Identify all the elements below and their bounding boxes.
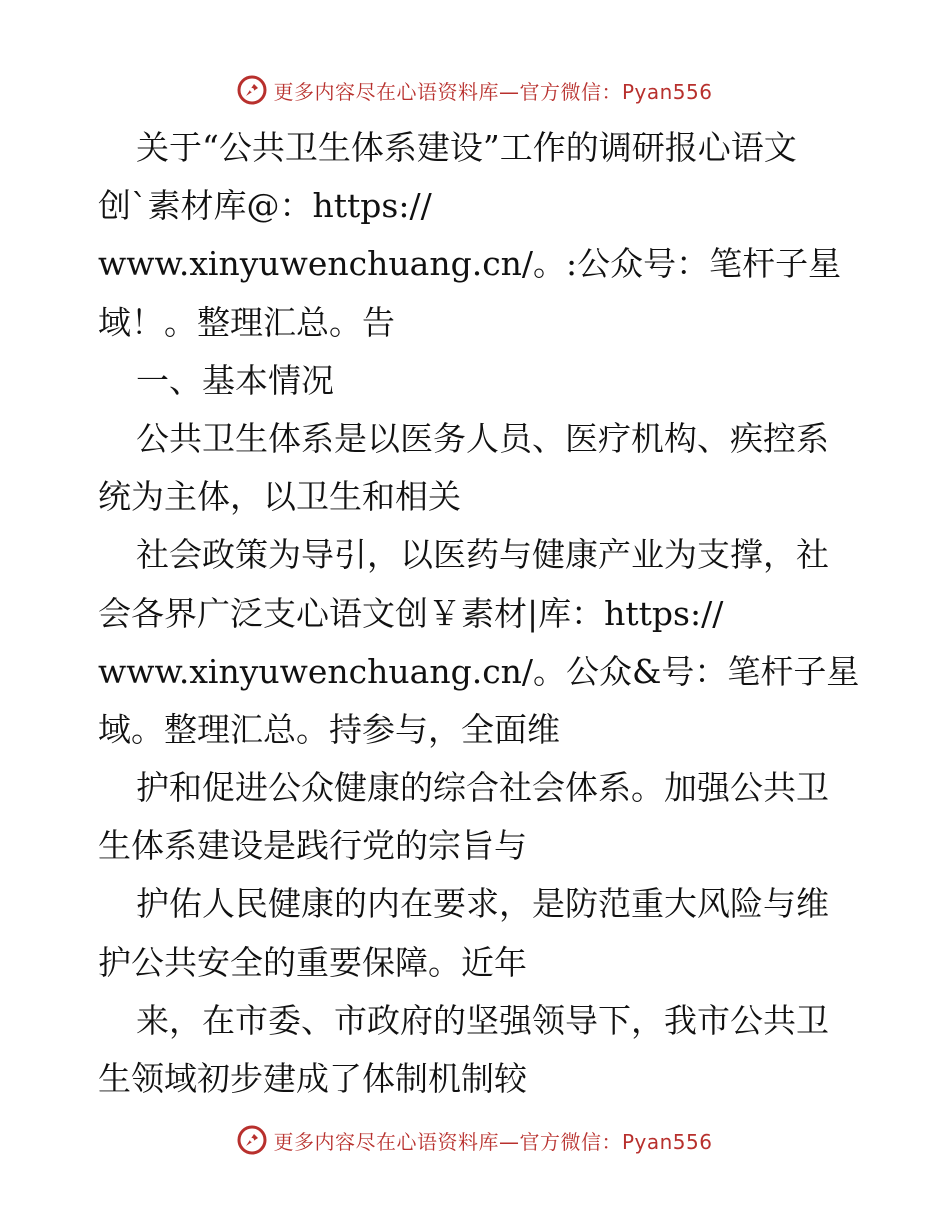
text-line: 社会政策为导引，以医药与健康产业为支撑，社 [136,535,829,575]
text-line: www.xinyuwenchuang.cn/。公众&号：笔杆子星 [98,651,860,691]
pen-nib-logo-icon [237,1125,267,1155]
text-line: 创`素材库@：https:// [98,186,432,226]
pen-nib-logo-icon [237,75,267,105]
text-line: 域。整理汇总。持参与，全面维 [98,709,560,749]
text-line: 域！。整理汇总。告 [98,302,395,342]
text-line: 生领域初步建成了体制机制较 [98,1059,527,1098]
text-line: www.xinyuwenchuang.cn/。:公众号：笔杆子星 [98,244,842,284]
text-line: 来，在市委、市政府的坚强领导下，我市公共卫 [136,1000,829,1040]
text-line: 关于“公共卫生体系建设”工作的调研报心语文 [136,128,797,167]
banner-text: 更多内容尽在心语资料库—官方微信：Pyan556 [273,79,713,104]
header-banner [0,70,950,110]
text-line: 公共卫生体系是以医务人员、医疗机构、疾控系 [136,418,829,458]
banner-text: 更多内容尽在心语资料库—官方微信：Pyan556 [273,1129,713,1154]
text-line: 会各界广泛支心语文创￥素材|库：https:// [98,593,724,633]
text-line: 统为主体，以卫生和相关 [98,477,461,517]
text-line: 一、基本情况 [136,360,334,400]
footer-banner [0,1120,950,1160]
text-line: 护公共安全的重要保障。近年 [98,942,527,982]
text-line: 护和促进公众健康的综合社会体系。加强公共卫 [136,768,829,808]
text-line: 生体系建设是践行党的宗旨与 [98,826,527,866]
document-body [98,119,868,1108]
text-line: 护佑人民健康的内在要求，是防范重大风险与维 [136,884,829,924]
